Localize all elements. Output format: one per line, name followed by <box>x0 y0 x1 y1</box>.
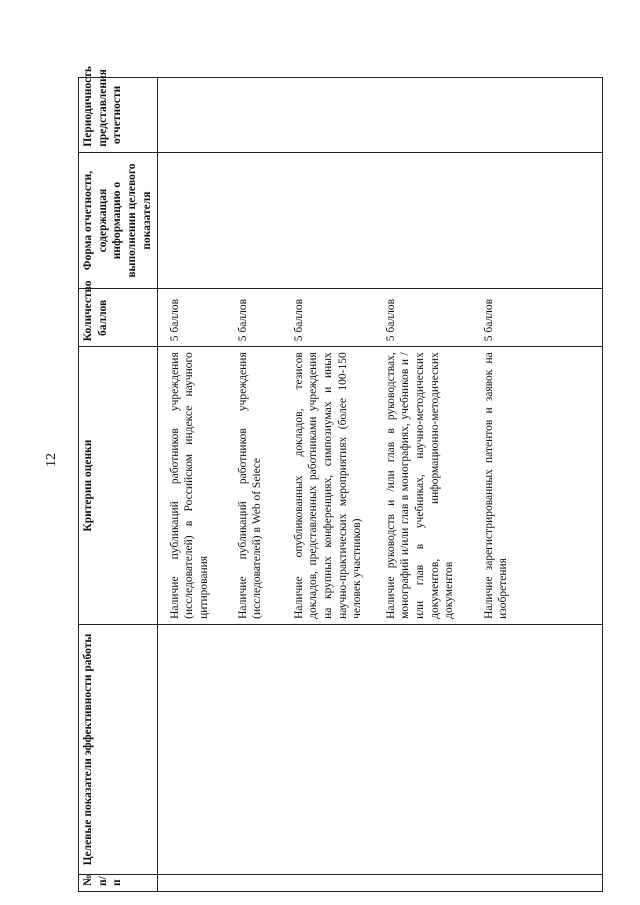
score-item: 5 баллов <box>292 298 305 342</box>
header-score: Количество баллов <box>79 289 158 347</box>
criteria-table <box>78 66 603 892</box>
score-item: 5 баллов <box>168 298 181 342</box>
criteria-item: Наличие опубликованных докладов, тезисов докладов, представленных работниками учреждения на крупных конференциях, симпозиумах и иных научно-практических мероприятиях (более 100-150 человек участников) <box>292 352 364 619</box>
page-number: 12 <box>44 453 59 467</box>
criteria-item: Наличие публикаций работников учреждения (исследователей) в Web of Seiece <box>236 352 264 619</box>
cell-target <box>157 624 602 874</box>
header-num: № п/п <box>79 875 158 892</box>
criteria-item: Наличие публикаций работников учреждения (исследователей) в Российском индексе научного цитирования <box>168 352 211 619</box>
score-item: 5 баллов <box>384 298 397 342</box>
table-header-row <box>79 78 158 892</box>
cell-periodicity <box>157 78 602 153</box>
rotated-table-container <box>78 66 588 892</box>
header-criteria: Критерии оценки <box>79 347 158 625</box>
header-periodicity: Периодичность представления отчетности <box>79 78 158 153</box>
cell-num <box>157 875 602 892</box>
cell-report-form <box>157 152 602 289</box>
cell-criteria <box>157 347 602 625</box>
table-row <box>157 78 602 892</box>
header-report-form: Форма отчетности, содержащая информацию о выполнении целевого показателя <box>79 152 158 289</box>
cell-score <box>157 289 602 347</box>
criteria-item: Наличие зарегистрированных патентов и заявок на изобретения <box>482 352 510 619</box>
score-item: 5 баллов <box>236 298 249 342</box>
header-target-indicators: Целевые показатели эффективности работы <box>79 624 158 874</box>
score-item: 5 баллов <box>482 298 495 342</box>
criteria-item: Наличие руководств и /или глав в руководствах, монографий и/или глав в монографиях, учебников и /или глав в учебниках, научно-методических документов, информационно-методических документов <box>384 352 456 619</box>
